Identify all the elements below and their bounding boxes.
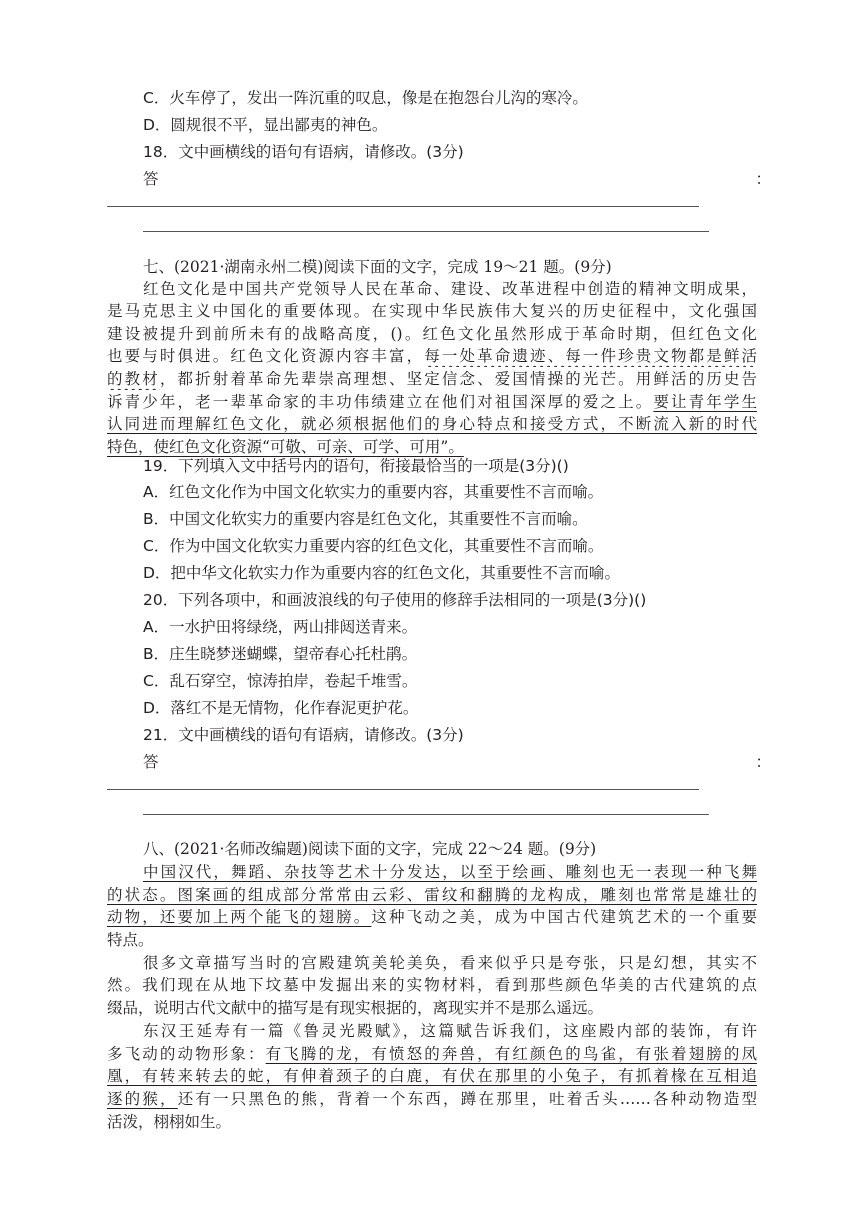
underlined-text: 特色，使红色文化资源“可敬、可亲、可学、可用”。 <box>107 438 464 456</box>
passage-line: 东汉王延寿有一篇《鲁灵光殿赋》，这篇赋告诉我们，这座殿内部的装饰，有许 <box>143 1022 757 1040</box>
passage-line <box>143 861 757 883</box>
passage-line: 缀品，说明古代文献中的描写是有现实根据的，离现实并不是那么遥远。 <box>107 999 604 1017</box>
q19-stem: 19．下列填入文中括号内的语句，衔接最恰当的一项是(3分)() <box>143 457 569 475</box>
passage-line: 也要与时俱进。红色文化资源内容丰富，每一处革命遗迹、每一件珍贵文物都是鲜活 <box>107 347 757 365</box>
passage-line: 很多文章描写当时的宫殿建筑美轮美奂，看来似乎只是夸张，只是幻想，其实不 <box>143 954 757 972</box>
section-7-heading: 七、(2021·湖南永州二模)阅读下面的文字，完成 19～21 题。(9分) <box>143 258 612 276</box>
answer-label: 答 <box>143 170 159 188</box>
wavy-underlined-text: 每一处革命遗迹、每一件珍贵文物都是鲜活 <box>424 347 757 365</box>
passage-line: 的教材，都折射着革命先辈崇高理想、坚定信念、爱国情操的光芒。用鲜活的历史告 <box>107 370 757 388</box>
q21-answer-row <box>143 751 771 773</box>
q19-option-d: D．把中华文化软实力作为重要内容的红色文化，其重要性不言而喻。 <box>143 564 620 582</box>
q19-option-b: B．中国文化软实力的重要内容是红色文化，其重要性不言而喻。 <box>143 510 588 528</box>
underlined-text: 认同进而理解红色文化，就必须根据他们的身心特点和接受方式，不断流入新的时代 <box>107 415 757 433</box>
underlined-text: 动物，还要加上两个能飞的翅膀。 <box>107 908 372 926</box>
passage-line: 诉青少年，老一辈革命家的丰功伟绩建立在他们对祖国深厚的爱之上。要让青年学生 <box>107 393 757 411</box>
passage-line: 多飞动的动物形象：有飞腾的龙，有愤怒的奔兽，有红颜色的鸟雀，有张着翅膀的凤 <box>107 1045 757 1063</box>
underlined-text: 凰，有转来转去的蛇，有伸着颈子的白鹿，有伏在那里的小兔子，有抓着椽在互相追 <box>107 1067 757 1085</box>
passage-line: 红色文化是中国共产党领导人民在革命、建设、改革进程中创造的精神文明成果， <box>143 280 757 298</box>
passage-line: 动物，还要加上两个能飞的翅膀。这种飞动之美，成为中国古代建筑艺术的一个重要 <box>107 908 757 926</box>
q20-option-d: D．落红不是无情物，化作春泥更护花。 <box>143 699 419 717</box>
q20-option-c: C．乱石穿空，惊涛拍岸，卷起千堆雪。 <box>143 672 418 690</box>
answer-line[interactable] <box>143 231 709 232</box>
wavy-underlined-text: 的教材 <box>107 370 160 388</box>
passage-line: 是马克思主义中国化的重要体现。在实现中华民族伟大复兴的历史征程中，文化强国 <box>107 302 757 320</box>
underlined-text: 中国汉代，舞蹈、杂技等艺术十分发达，以至于绘画、雕刻也无一表现一种飞舞 <box>143 863 757 881</box>
q19-option-c: C．作为中国文化软实力重要内容的红色文化，其重要性不言而喻。 <box>143 537 604 555</box>
underlined-text: 的状态。图案画的组成部分常常由云彩、雷纹和翻腾的龙构成，雕刻也常常是雄壮的 <box>107 886 757 904</box>
passage-line <box>107 884 757 906</box>
underlined-text: 逐的猴， <box>107 1090 178 1108</box>
q20-stem: 20．下列各项中，和画波浪线的句子使用的修辞手法相同的一项是(3分)() <box>143 591 647 609</box>
answer-line[interactable] <box>107 789 699 790</box>
passage-line <box>107 413 757 435</box>
q17-option-d: D．圆规很不平，显出鄙夷的神色。 <box>143 116 388 134</box>
answer-line[interactable] <box>107 206 699 207</box>
passage-line: 建设被提升到前所未有的战略高度，()。红色文化虽然形成于革命时期，但红色文化 <box>107 325 757 343</box>
passage-line: 活泼，栩栩如生。 <box>107 1113 232 1131</box>
underlined-text: 有飞腾的龙，有愤怒的奔兽，有红颜色的鸟雀，有张着翅膀的凤 <box>265 1045 757 1063</box>
answer-colon: ： <box>755 170 771 188</box>
q17-option-c: C．火车停了，发出一阵沉重的叹息，像是在抱怨台儿沟的寒冷。 <box>143 89 588 107</box>
passage-line: 逐的猴，还有一只黑色的熊，背着一个东西，蹲在那里，吐着舌头……各种动物造型 <box>107 1090 757 1108</box>
passage-line: 然。我们现在从地下坟墓中发掘出来的实物材料，看到那些颜色华美的古代建筑的点 <box>107 976 757 994</box>
passage-line: 特点。 <box>107 931 154 949</box>
q18-stem: 18．文中画横线的语句有语病，请修改。(3分) <box>143 143 464 161</box>
underlined-text: 要让青年学生 <box>653 393 757 411</box>
q21-stem: 21．文中画横线的语句有语病，请修改。(3分) <box>143 726 464 744</box>
q19-option-a: A．红色文化作为中国文化软实力的重要内容，其重要性不言而喻。 <box>143 483 604 501</box>
answer-colon: ： <box>755 753 771 771</box>
q20-option-b: B．庄生晓梦迷蝴蝶，望帝春心托杜鹃。 <box>143 645 418 663</box>
q20-option-a: A．一水护田将绿绕，两山排闼送青来。 <box>143 618 418 636</box>
section-8-heading: 八、(2021·名师改编题)阅读下面的文字，完成 22～24 题。(9分) <box>143 840 597 858</box>
answer-label: 答 <box>143 753 159 771</box>
answer-line[interactable] <box>143 814 709 815</box>
passage-line <box>107 1065 757 1087</box>
q18-answer-row <box>143 168 771 190</box>
